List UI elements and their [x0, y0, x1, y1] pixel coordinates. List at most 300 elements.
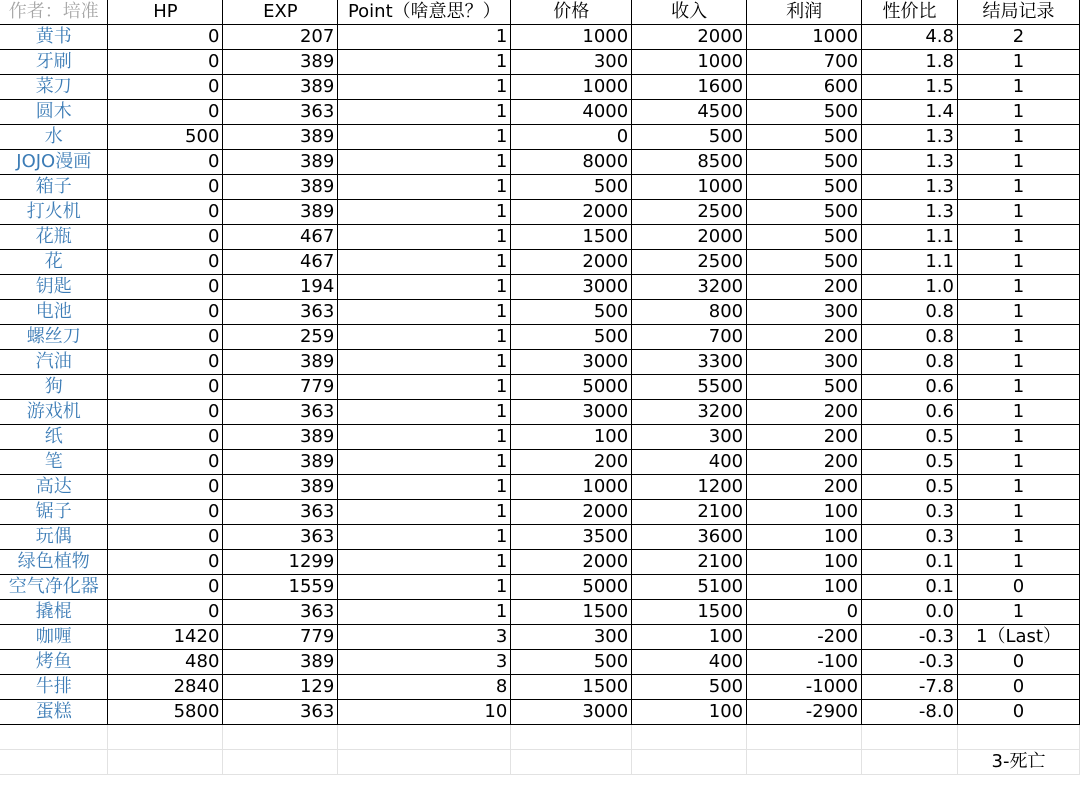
cell-price[interactable]: 1000 — [511, 25, 632, 50]
cell-point[interactable]: 1 — [338, 100, 511, 125]
cell-profit[interactable]: 500 — [747, 100, 862, 125]
cell-ending-record[interactable]: 1 — [958, 425, 1080, 450]
cell-item-name[interactable]: 高达 — [0, 475, 108, 500]
cell-price[interactable]: 300 — [511, 50, 632, 75]
cell-hp[interactable]: 0 — [108, 475, 223, 500]
cell-profit[interactable]: 500 — [747, 200, 862, 225]
cell-point[interactable]: 3 — [338, 650, 511, 675]
cell-price[interactable]: 2000 — [511, 200, 632, 225]
empty-cell[interactable] — [0, 750, 108, 775]
cell-price[interactable]: 0 — [511, 125, 632, 150]
cell-income[interactable]: 5500 — [632, 375, 747, 400]
cell-value-ratio[interactable]: 1.0 — [862, 275, 958, 300]
cell-value-ratio[interactable]: 0.5 — [862, 475, 958, 500]
cell-exp[interactable]: 363 — [223, 500, 338, 525]
column-header-profit[interactable]: 利润 — [747, 0, 862, 25]
cell-hp[interactable]: 0 — [108, 50, 223, 75]
table-row — [0, 475, 1080, 500]
cell-ending-record[interactable]: 1 — [958, 475, 1080, 500]
cell-hp[interactable]: 0 — [108, 325, 223, 350]
cell-ending-record[interactable]: 0 — [958, 575, 1080, 600]
header-row — [0, 0, 1080, 25]
cell-value-ratio[interactable]: 1.8 — [862, 50, 958, 75]
table-row — [0, 650, 1080, 675]
cell-point[interactable]: 1 — [338, 450, 511, 475]
cell-profit[interactable]: 100 — [747, 550, 862, 575]
cell-exp[interactable]: 363 — [223, 400, 338, 425]
cell-point[interactable]: 1 — [338, 175, 511, 200]
cell-exp[interactable]: 389 — [223, 475, 338, 500]
cell-profit[interactable]: 100 — [747, 525, 862, 550]
cell-profit[interactable]: 1000 — [747, 25, 862, 50]
cell-exp[interactable]: 389 — [223, 450, 338, 475]
cell-price[interactable]: 5000 — [511, 575, 632, 600]
cell-price[interactable]: 2000 — [511, 250, 632, 275]
cell-point[interactable]: 1 — [338, 200, 511, 225]
cell-ending-record[interactable]: 1 — [958, 50, 1080, 75]
cell-value-ratio[interactable]: 1.3 — [862, 125, 958, 150]
cell-price[interactable]: 100 — [511, 425, 632, 450]
empty-cell[interactable] — [632, 750, 747, 775]
cell-exp[interactable]: 363 — [223, 700, 338, 725]
cell-income[interactable]: 3200 — [632, 400, 747, 425]
cell-ending-record[interactable]: 1 — [958, 100, 1080, 125]
cell-value-ratio[interactable]: -8.0 — [862, 700, 958, 725]
cell-income[interactable]: 3300 — [632, 350, 747, 375]
cell-value-ratio[interactable]: 1.4 — [862, 100, 958, 125]
cell-exp[interactable]: 207 — [223, 25, 338, 50]
cell-income[interactable]: 2100 — [632, 550, 747, 575]
cell-hp[interactable]: 500 — [108, 125, 223, 150]
empty-cell[interactable] — [747, 725, 862, 750]
cell-item-name[interactable]: 锯子 — [0, 500, 108, 525]
cell-item-name[interactable]: 菜刀 — [0, 75, 108, 100]
cell-ending-record[interactable]: 0 — [958, 650, 1080, 675]
cell-profit[interactable]: 500 — [747, 175, 862, 200]
cell-income[interactable]: 2100 — [632, 500, 747, 525]
cell-ending-record[interactable]: 2 — [958, 25, 1080, 50]
cell-profit[interactable]: 200 — [747, 275, 862, 300]
cell-income[interactable]: 3200 — [632, 275, 747, 300]
cell-hp[interactable]: 480 — [108, 650, 223, 675]
cell-price[interactable]: 4000 — [511, 100, 632, 125]
table-row — [0, 425, 1080, 450]
cell-price[interactable]: 1500 — [511, 225, 632, 250]
cell-profit[interactable]: 500 — [747, 125, 862, 150]
cell-ending-record[interactable]: 1 — [958, 325, 1080, 350]
table-row — [0, 550, 1080, 575]
cell-item-name[interactable]: 黄书 — [0, 25, 108, 50]
cell-item-name[interactable]: 绿色植物 — [0, 550, 108, 575]
cell-hp[interactable]: 0 — [108, 525, 223, 550]
footnote-cell[interactable]: 3-死亡 — [958, 750, 1080, 775]
cell-hp[interactable]: 0 — [108, 225, 223, 250]
cell-ending-record[interactable]: 1 — [958, 250, 1080, 275]
empty-cell[interactable] — [747, 750, 862, 775]
cell-hp[interactable]: 0 — [108, 150, 223, 175]
cell-point[interactable]: 10 — [338, 700, 511, 725]
cell-ending-record[interactable]: 1 — [958, 500, 1080, 525]
cell-income[interactable]: 3600 — [632, 525, 747, 550]
cell-exp[interactable]: 389 — [223, 150, 338, 175]
cell-exp[interactable]: 389 — [223, 125, 338, 150]
cell-point[interactable]: 1 — [338, 375, 511, 400]
cell-item-name[interactable]: 空气净化器 — [0, 575, 108, 600]
cell-ending-record[interactable]: 1 — [958, 550, 1080, 575]
cell-value-ratio[interactable]: 0.8 — [862, 325, 958, 350]
cell-value-ratio[interactable]: 1.1 — [862, 225, 958, 250]
cell-profit[interactable]: 200 — [747, 475, 862, 500]
cell-exp[interactable]: 389 — [223, 650, 338, 675]
cell-exp[interactable]: 259 — [223, 325, 338, 350]
cell-value-ratio[interactable]: -0.3 — [862, 650, 958, 675]
cell-ending-record[interactable]: 1 — [958, 200, 1080, 225]
cell-exp[interactable]: 779 — [223, 625, 338, 650]
cell-hp[interactable]: 2840 — [108, 675, 223, 700]
author-label[interactable]: 作者：培准 — [0, 0, 108, 25]
cell-price[interactable]: 500 — [511, 300, 632, 325]
cell-income[interactable]: 300 — [632, 425, 747, 450]
cell-income[interactable]: 100 — [632, 700, 747, 725]
cell-value-ratio[interactable]: 0.6 — [862, 375, 958, 400]
cell-exp[interactable]: 1299 — [223, 550, 338, 575]
cell-ending-record[interactable]: 0 — [958, 700, 1080, 725]
cell-profit[interactable]: -100 — [747, 650, 862, 675]
column-header-price[interactable]: 价格 — [511, 0, 632, 25]
column-header-ending-record[interactable]: 结局记录 — [958, 0, 1080, 25]
cell-hp[interactable]: 0 — [108, 600, 223, 625]
empty-cell[interactable] — [223, 750, 338, 775]
cell-price[interactable]: 3000 — [511, 700, 632, 725]
cell-price[interactable]: 500 — [511, 325, 632, 350]
cell-profit[interactable]: 100 — [747, 500, 862, 525]
cell-ending-record[interactable]: 1 — [958, 525, 1080, 550]
cell-price[interactable]: 8000 — [511, 150, 632, 175]
cell-hp[interactable]: 0 — [108, 575, 223, 600]
cell-profit[interactable]: 700 — [747, 50, 862, 75]
cell-profit[interactable]: 0 — [747, 600, 862, 625]
empty-cell[interactable] — [511, 750, 632, 775]
cell-ending-record[interactable]: 1 — [958, 175, 1080, 200]
cell-point[interactable]: 1 — [338, 50, 511, 75]
cell-value-ratio[interactable]: 1.3 — [862, 150, 958, 175]
cell-value-ratio[interactable]: 0.1 — [862, 575, 958, 600]
cell-point[interactable]: 8 — [338, 675, 511, 700]
cell-profit[interactable]: 200 — [747, 325, 862, 350]
cell-item-name[interactable]: 花 — [0, 250, 108, 275]
table-row — [0, 325, 1080, 350]
cell-price[interactable]: 3500 — [511, 525, 632, 550]
cell-point[interactable]: 1 — [338, 325, 511, 350]
empty-cell[interactable] — [223, 725, 338, 750]
cell-ending-record[interactable]: 1（Last） — [958, 625, 1080, 650]
cell-value-ratio[interactable]: 4.8 — [862, 25, 958, 50]
cell-item-name[interactable]: 烤鱼 — [0, 650, 108, 675]
cell-exp[interactable]: 389 — [223, 75, 338, 100]
cell-profit[interactable]: 500 — [747, 250, 862, 275]
cell-income[interactable]: 5100 — [632, 575, 747, 600]
cell-hp[interactable]: 0 — [108, 175, 223, 200]
cell-item-name[interactable]: 蛋糕 — [0, 700, 108, 725]
cell-income[interactable]: 500 — [632, 125, 747, 150]
cell-item-name[interactable]: 汽油 — [0, 350, 108, 375]
cell-ending-record[interactable]: 1 — [958, 225, 1080, 250]
cell-point[interactable]: 1 — [338, 400, 511, 425]
cell-price[interactable]: 3000 — [511, 400, 632, 425]
cell-point[interactable]: 1 — [338, 125, 511, 150]
cell-profit[interactable]: 500 — [747, 375, 862, 400]
cell-profit[interactable]: 200 — [747, 400, 862, 425]
cell-price[interactable]: 5000 — [511, 375, 632, 400]
cell-exp[interactable]: 194 — [223, 275, 338, 300]
cell-hp[interactable]: 0 — [108, 400, 223, 425]
column-header-income[interactable]: 收入 — [632, 0, 747, 25]
cell-profit[interactable]: 200 — [747, 450, 862, 475]
cell-value-ratio[interactable]: 0.8 — [862, 300, 958, 325]
empty-cell[interactable] — [632, 725, 747, 750]
cell-price[interactable]: 500 — [511, 175, 632, 200]
cell-point[interactable]: 1 — [338, 300, 511, 325]
cell-exp[interactable]: 363 — [223, 100, 338, 125]
cell-income[interactable]: 2500 — [632, 250, 747, 275]
empty-cell[interactable] — [958, 725, 1080, 750]
cell-value-ratio[interactable]: 0.3 — [862, 500, 958, 525]
cell-exp[interactable]: 1559 — [223, 575, 338, 600]
cell-ending-record[interactable]: 1 — [958, 400, 1080, 425]
cell-point[interactable]: 1 — [338, 75, 511, 100]
table-row — [0, 450, 1080, 475]
cell-income[interactable]: 2000 — [632, 25, 747, 50]
cell-hp[interactable]: 0 — [108, 375, 223, 400]
cell-price[interactable]: 1000 — [511, 75, 632, 100]
cell-income[interactable]: 2000 — [632, 225, 747, 250]
cell-exp[interactable]: 389 — [223, 200, 338, 225]
cell-item-name[interactable]: 撬棍 — [0, 600, 108, 625]
cell-price[interactable]: 3000 — [511, 275, 632, 300]
cell-profit[interactable]: 500 — [747, 225, 862, 250]
cell-hp[interactable]: 1420 — [108, 625, 223, 650]
cell-value-ratio[interactable]: 1.3 — [862, 200, 958, 225]
empty-cell[interactable] — [338, 725, 511, 750]
cell-item-name[interactable]: 钥匙 — [0, 275, 108, 300]
cell-price[interactable]: 1500 — [511, 600, 632, 625]
cell-point[interactable]: 1 — [338, 525, 511, 550]
column-header-point[interactable]: Point（啥意思？） — [338, 0, 511, 25]
empty-cell[interactable] — [0, 725, 108, 750]
column-header-exp[interactable]: EXP — [223, 0, 338, 25]
cell-income[interactable]: 2500 — [632, 200, 747, 225]
cell-point[interactable]: 1 — [338, 25, 511, 50]
cell-point[interactable]: 1 — [338, 350, 511, 375]
cell-item-name[interactable]: 花瓶 — [0, 225, 108, 250]
cell-item-name[interactable]: 打火机 — [0, 200, 108, 225]
cell-hp[interactable]: 0 — [108, 100, 223, 125]
cell-ending-record[interactable]: 1 — [958, 300, 1080, 325]
cell-exp[interactable]: 389 — [223, 425, 338, 450]
cell-profit[interactable]: 600 — [747, 75, 862, 100]
table-row — [0, 175, 1080, 200]
cell-value-ratio[interactable]: 1.1 — [862, 250, 958, 275]
cell-point[interactable]: 1 — [338, 250, 511, 275]
table-row — [0, 700, 1080, 725]
cell-hp[interactable]: 0 — [108, 200, 223, 225]
empty-row — [0, 725, 1080, 750]
cell-hp[interactable]: 0 — [108, 425, 223, 450]
cell-hp[interactable]: 0 — [108, 500, 223, 525]
empty-cell[interactable] — [108, 725, 223, 750]
cell-value-ratio[interactable]: -7.8 — [862, 675, 958, 700]
cell-item-name[interactable]: 电池 — [0, 300, 108, 325]
cell-point[interactable]: 1 — [338, 150, 511, 175]
cell-profit[interactable]: 300 — [747, 300, 862, 325]
cell-hp[interactable]: 0 — [108, 275, 223, 300]
cell-item-name[interactable]: 牛排 — [0, 675, 108, 700]
cell-value-ratio[interactable]: 1.5 — [862, 75, 958, 100]
cell-price[interactable]: 2000 — [511, 550, 632, 575]
cell-point[interactable]: 1 — [338, 475, 511, 500]
cell-profit[interactable]: -1000 — [747, 675, 862, 700]
cell-exp[interactable]: 467 — [223, 225, 338, 250]
cell-exp[interactable]: 389 — [223, 350, 338, 375]
cell-ending-record[interactable]: 1 — [958, 350, 1080, 375]
cell-ending-record[interactable]: 1 — [958, 600, 1080, 625]
cell-income[interactable]: 1600 — [632, 75, 747, 100]
cell-item-name[interactable]: 笔 — [0, 450, 108, 475]
table-row — [0, 200, 1080, 225]
cell-income[interactable]: 800 — [632, 300, 747, 325]
cell-exp[interactable]: 363 — [223, 300, 338, 325]
cell-item-name[interactable]: 水 — [0, 125, 108, 150]
column-header-value-ratio[interactable]: 性价比 — [862, 0, 958, 25]
cell-point[interactable]: 1 — [338, 500, 511, 525]
table-row — [0, 625, 1080, 650]
cell-hp[interactable]: 0 — [108, 25, 223, 50]
table-row — [0, 225, 1080, 250]
cell-value-ratio[interactable]: 0.3 — [862, 525, 958, 550]
cell-point[interactable]: 1 — [338, 425, 511, 450]
cell-point[interactable]: 1 — [338, 600, 511, 625]
cell-value-ratio[interactable]: 0.6 — [862, 400, 958, 425]
table-row — [0, 250, 1080, 275]
empty-cell[interactable] — [862, 725, 958, 750]
table-row — [0, 275, 1080, 300]
cell-item-name[interactable]: 箱子 — [0, 175, 108, 200]
cell-ending-record[interactable]: 1 — [958, 450, 1080, 475]
cell-exp[interactable]: 129 — [223, 675, 338, 700]
cell-profit[interactable]: 300 — [747, 350, 862, 375]
cell-value-ratio[interactable]: 0.8 — [862, 350, 958, 375]
cell-price[interactable]: 500 — [511, 650, 632, 675]
empty-cell[interactable] — [862, 750, 958, 775]
cell-hp[interactable]: 5800 — [108, 700, 223, 725]
cell-point[interactable]: 1 — [338, 275, 511, 300]
cell-profit[interactable]: 100 — [747, 575, 862, 600]
cell-profit[interactable]: 500 — [747, 150, 862, 175]
cell-price[interactable]: 1000 — [511, 475, 632, 500]
cell-value-ratio[interactable]: 1.3 — [862, 175, 958, 200]
cell-profit[interactable]: -200 — [747, 625, 862, 650]
cell-hp[interactable]: 0 — [108, 75, 223, 100]
cell-ending-record[interactable]: 1 — [958, 375, 1080, 400]
cell-price[interactable]: 1500 — [511, 675, 632, 700]
cell-exp[interactable]: 467 — [223, 250, 338, 275]
cell-hp[interactable]: 0 — [108, 350, 223, 375]
cell-income[interactable]: 1000 — [632, 50, 747, 75]
cell-value-ratio[interactable]: -0.3 — [862, 625, 958, 650]
cell-item-name[interactable]: 牙刷 — [0, 50, 108, 75]
cell-hp[interactable]: 0 — [108, 450, 223, 475]
cell-income[interactable]: 8500 — [632, 150, 747, 175]
cell-ending-record[interactable]: 1 — [958, 75, 1080, 100]
cell-ending-record[interactable]: 1 — [958, 125, 1080, 150]
column-header-hp[interactable]: HP — [108, 0, 223, 25]
empty-cell[interactable] — [511, 725, 632, 750]
table-row — [0, 50, 1080, 75]
cell-exp[interactable]: 363 — [223, 525, 338, 550]
cell-exp[interactable]: 779 — [223, 375, 338, 400]
cell-value-ratio[interactable]: 0.1 — [862, 550, 958, 575]
cell-item-name[interactable]: 咖喱 — [0, 625, 108, 650]
table-row — [0, 500, 1080, 525]
cell-ending-record[interactable]: 1 — [958, 275, 1080, 300]
cell-price[interactable]: 3000 — [511, 350, 632, 375]
table-row — [0, 300, 1080, 325]
cell-item-name[interactable]: JOJO漫画 — [0, 150, 108, 175]
empty-cell[interactable] — [108, 750, 223, 775]
cell-exp[interactable]: 389 — [223, 50, 338, 75]
cell-item-name[interactable]: 纸 — [0, 425, 108, 450]
cell-profit[interactable]: -2900 — [747, 700, 862, 725]
cell-value-ratio[interactable]: 0.5 — [862, 450, 958, 475]
cell-value-ratio[interactable]: 0.0 — [862, 600, 958, 625]
cell-ending-record[interactable]: 1 — [958, 150, 1080, 175]
table-row — [0, 125, 1080, 150]
cell-item-name[interactable]: 狗 — [0, 375, 108, 400]
cell-item-name[interactable]: 玩偶 — [0, 525, 108, 550]
empty-cell[interactable] — [338, 750, 511, 775]
cell-exp[interactable]: 389 — [223, 175, 338, 200]
cell-point[interactable]: 3 — [338, 625, 511, 650]
cell-income[interactable]: 400 — [632, 650, 747, 675]
cell-income[interactable]: 1500 — [632, 600, 747, 625]
cell-item-name[interactable]: 游戏机 — [0, 400, 108, 425]
cell-income[interactable]: 400 — [632, 450, 747, 475]
cell-hp[interactable]: 0 — [108, 250, 223, 275]
table-row — [0, 400, 1080, 425]
cell-hp[interactable]: 0 — [108, 550, 223, 575]
cell-point[interactable]: 1 — [338, 225, 511, 250]
cell-hp[interactable]: 0 — [108, 300, 223, 325]
cell-income[interactable]: 1200 — [632, 475, 747, 500]
cell-profit[interactable]: 200 — [747, 425, 862, 450]
cell-item-name[interactable]: 圆木 — [0, 100, 108, 125]
cell-point[interactable]: 1 — [338, 575, 511, 600]
cell-income[interactable]: 700 — [632, 325, 747, 350]
cell-point[interactable]: 1 — [338, 550, 511, 575]
cell-value-ratio[interactable]: 0.5 — [862, 425, 958, 450]
cell-price[interactable]: 200 — [511, 450, 632, 475]
cell-income[interactable]: 4500 — [632, 100, 747, 125]
table-row — [0, 75, 1080, 100]
cell-price[interactable]: 300 — [511, 625, 632, 650]
cell-price[interactable]: 2000 — [511, 500, 632, 525]
cell-ending-record[interactable]: 0 — [958, 675, 1080, 700]
cell-income[interactable]: 500 — [632, 675, 747, 700]
cell-income[interactable]: 1000 — [632, 175, 747, 200]
cell-income[interactable]: 100 — [632, 625, 747, 650]
cell-item-name[interactable]: 螺丝刀 — [0, 325, 108, 350]
cell-exp[interactable]: 363 — [223, 600, 338, 625]
